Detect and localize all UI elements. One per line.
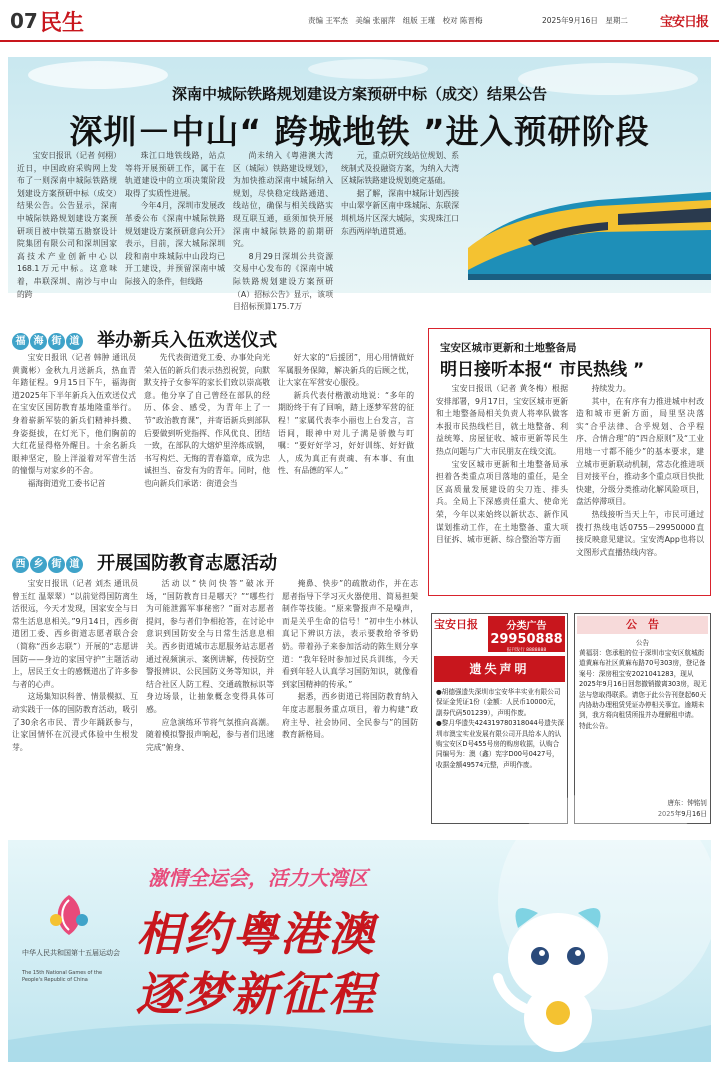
paragraph: 据了解，深南中城际计划西接中山翠亨新区南中珠城际、东联深圳机场片区深大城际，实现珠江口东西两岸轨道贯通。 [341,188,459,236]
hotline-subhead: 宝安区城市更新和土地整备局 [440,342,577,354]
hotline-col-1 [436,383,568,591]
paragraph: 福海街道党工委书记首 [27,478,106,488]
paragraph: 其中，在有序有力推进城中村改造和城市更新方面，局里坚决落实“合乎法律、合乎规划、合乎程序、合情合理”的“四合原则”及“工业用地一寸都不能少”的基本要求，建立城市更新联动机制，常态化推进项目对接平台，推动多个重点项目快批快建，分级分类推动化解风险项目，盘活停滞项目。 [576,396,704,507]
story3-tag-1: 西 [12,556,29,573]
story2-header [12,326,277,352]
newspaper-logo: 宝安日报 [660,15,709,30]
banner-slogan: 激情全运会，活力大湾区 [148,866,368,890]
notice-body: 黄福羽：您承租的位于深圳市宝安区航城街道黄麻布社区黄麻布路70号303房，登记备案号：深房租宝安2021041283，现从2025年9月16日回您撤销撤离303房，现无法与您取得联系。请您于此公告刊登起60天内协助办理租赁凭证办停相关事宜。逾期未到，我方将向租赁所报并办理解租申请。 特此公告。 [579,649,707,730]
lost-notice-banner [434,656,565,682]
story3-tag-4: 道 [66,556,83,573]
ad-phone: 29950888 [490,632,563,647]
top-story-col-4 [341,150,459,288]
paragraph: 宝安日报讯（记者 刘杰 通讯员 曾玉红 温翠翠）“以前觉得国防离生活很远，今天才发现，国家安全与日常生活息息相关。”9月14日，西乡街道团工委、西乡街道志愿者联合会（简称“西乡志联”）开展的“志愿讲国防——身边的家国守护”主题活动上，居民王女士的感慨道出了许多参与者的心声。 [12,579,138,689]
top-story-headline: 深圳－中山“ 跨城地铁 ”进入预研阶段 [69,112,650,151]
train-illustration [468,170,711,280]
paragraph: 持续发力。 [591,384,631,393]
paragraph: 今年4月，深圳市发展改革委公布《深南中城际铁路规划建设方案预研意向公开》表示，目前，深大城际深圳段和南中珠城际中山段均已开工建设，并预留深南中城际接入的条件，但线路 [125,201,225,286]
story3-title: 开展国防教育志愿活动 [97,553,278,574]
story2-col-1 [12,352,136,532]
story2-col-2: 先代表街道党工委、办事处向光荣入伍的新兵们表示热烈祝贺，向默默支持子女参军的家长们致以崇高敬意。他分享了自己曾经在部队的经历、体会、感受，为青年上了一节“政治教育课”，并寄语新兵到部队后要做到听党指挥、作风优良、团结一致，在部队的大熔炉里淬炼成钢，书写构烂、无悔的青春篇章，成为忠诚担当、奋发有为的青年。同时，他也向新兵们承诺：街道会当 [144,353,270,488]
banner-line-2: 逐梦新征程 [136,967,376,1021]
banner-line-1: 相约粤港澳 [136,907,376,961]
section-name: 民生 [40,11,85,36]
hotline-col-2 [576,383,704,591]
header-rule [0,40,719,42]
ad-sub: 报刊发行 8888888 [506,648,547,653]
story3-header [12,549,277,575]
mascot-illustration [478,888,638,1058]
paragraph: 珠江口地铁线路，站点等将开展预研工作，属于在轨道建设中的立项决策阶段取得了实质性进展。 [125,151,225,198]
paragraph: 8月29日深圳公共资源交易中心发布的《深南中城际铁路规划建设方案预研（A）招标公告》显示，该项目招标预算175.7万 [233,251,333,312]
page-header [0,0,719,44]
story3-col-1 [12,578,138,828]
lost-notice-body: ●胡德强遗失深圳市宝安华丰实业有限公司保证金凭证1份（金额：人民币10000元，副券代码501239），声明作废。 ●黎月华遗失424319780318044号遗失深圳市澳宝实业发展有限公司开具给本人的认购宝安区D号455号房的购房收据，认购合同编号为：澳（鑫）宪字D00号0427号，收据金额49574元整，声明作废。 [436,688,565,769]
notice-date: 2025年9月16日 [657,810,707,818]
date-line: 2025年9月16日 星期二 [542,16,628,25]
paragraph: 热线接听当天上午，市民可通过拨打热线电话0755－29950000直接反映意见建议。宝安湾App也将以文图形式直播热线内容。 [576,509,704,557]
top-story-col-3 [233,150,333,312]
story3-tag-2: 乡 [30,556,47,573]
notice-signer: 唐东：钟铭钊 [667,799,707,807]
classified-ad-box [431,613,568,824]
lost-notice-title: 遗失声明 [469,662,530,676]
games-emblem-icon [34,890,104,940]
paragraph: 应急演练环节将气氛推向高潮。随着模拟警报声响起，参与者们迅速完成“俯身、 [146,717,274,752]
page-number: 07 [10,9,38,33]
paragraph: 宝安日报讯（记者 黄冬梅）根据安排部署，9月17日，宝安区城市更新和土地整备局相关负责人将率队做客本报市民热线栏目，就土地整备、利益统筹、房屋征收、城市更新等民生热点问题与广大市民朋友在线交流。 [436,384,568,456]
story2-tag-1: 福 [12,333,29,350]
notice-heading: 公告 [635,639,650,647]
paragraph: 掩鼻、快步”的疏散动作，并在志愿者指导下学习灭火器使用、简易担架制作等技能。“原来警报声不是噪声，而是关乎生命的信号！”初中生小林认真记下辨识方法，表示要教给爷爷奶奶。带着孙子来参加活动的陈生则分享道：“我年轻时参加过民兵训练，今天看到年轻人认真学习国防知识，就像看到家国精神的传承。” [282,579,418,689]
ad-label: 分类广告 [506,621,547,632]
paragraph: 新兵代表付楷激动地说：“多年的期盼终于有了回响，踏上逐梦军营的征程！”家属代表李小丽也上台发言，言语间，眼神中对儿子满是骄傲与叮嘱：“要好好学习，好好训练、好好做人，成为真正有责魂、有本事、有血性、有品德的军人。” [278,390,414,476]
story2-tag-4: 道 [66,333,83,350]
national-games-banner [8,840,711,1062]
paragraph: 元，重点研究线站位规划、系统制式及投融资方案，为纳入大湾区城际铁路建设规划奠定基础。 [341,151,459,186]
story3-col-2 [146,578,274,828]
paragraph: 好大家的“后援团”，用心用情做好军属服务保障，解决新兵的后顾之忧，让大家在军营安心服役。 [278,353,414,388]
editors-line: 责编 王军杰 美编 张丽萍 组版 王瑾 校对 陈晋梅 [308,16,483,25]
story2-tag-3: 街 [48,333,65,350]
games-name-en: The 15th National Games of the People's Republic of China [22,970,103,983]
top-story-col-2 [125,150,225,288]
paragraph: 宝安日报讯（记者 韩肿 通讯员 黄冀彬）金秋九月送新兵，热血青年踏征程。9月15日下午，福海街道2025年下半年新兵入伍欢送仪式在宝安区国防教育基地隆重举行。身着崭新军装的新兵们精神抖擞、身姿挺拔，在灯光下，他们胸前的大红花显得格外醒目。十余名新兵眼神坚定，脸上洋溢着对军营生活的憧憬与对家乡的不舍。 [12,353,136,476]
ad-label-panel [488,616,565,652]
paragraph: 据悉，西乡街道已将国防教育纳入年度志愿服务重点项目，着力构建“政府主导、社会协同、全民参与”的国防教育新格局。 [282,692,418,740]
story2-tag-2: 海 [30,333,47,350]
paragraph: 宝安区城市更新和土地整备局承担着各类重点项目落地的重任，是全区高质量发展建设的尖刀连、排头兵。全局上下深感责任重大、使命光荣，今年以来始终以新状态、新作风谋划推动工作，在土地整备、重大项目征拆、城市更新、综合整治等方面 [436,459,568,545]
top-story-subhead: 深南中城际铁路规划建设方案预研中标（成交）结果公告 [171,85,547,103]
paragraph: 活动以“快问快答”破冰开场，“国防教育日是哪天？”“哪些行为可能泄露军事秘密？”面对志愿者提问，参与者们争相抢答，在讨论中意识到国防安全与日常生活息息相关。西乡街道城市志愿服务站志愿者通过视频演示、案例讲解，传授防空警报辨识、公民国防义务等知识，并结合社区人防工程、交通疏散标识等身边场景，让抽象概念变得具体可感。 [146,579,274,714]
notice-title: 公 告 [577,616,708,634]
paragraph: 这场集知识科普、情景模拟、互动实践于一体的国防教育活动，吸引了30余名市民、青少年踊跃参与，让家国情怀在沉浸式体验中生根发芽。 [12,692,138,752]
story2-title: 举办新兵入伍欢送仪式 [97,330,278,351]
story3-tag-3: 街 [48,556,65,573]
games-name: 中华人民共和国第十五届运动会 [22,949,120,957]
hotline-title: 明日接听本报“ 市民热线 ” [440,360,645,380]
top-story-col-1: 宝安日报讯（记者 何栩）近日，中国政府采购网上发布了一则深南中城际铁路规划建设方案预研中标（成交）结果公告。公告显示，深南中城际铁路规划建设方案预研项目被中铁第五勘察设计院集团有限公司和深圳国家高技术产业创新中心以168.1万元中标。这意味着，串联深圳、南沙与中山的跨 [17,151,117,299]
paragraph: 尚未纳入《粤港澳大湾区（城际）铁路建设规划》，为加快推动深南中城际纳入规划，尽快稳定线路通道、线站位，确保与相关线路实现互联互通，亟须加快开展深南中城际铁路的前期研究。 [233,151,333,249]
ad-logo: 宝安日报 [434,618,478,631]
story2-col-3 [278,352,414,532]
story3-col-3 [282,578,418,828]
